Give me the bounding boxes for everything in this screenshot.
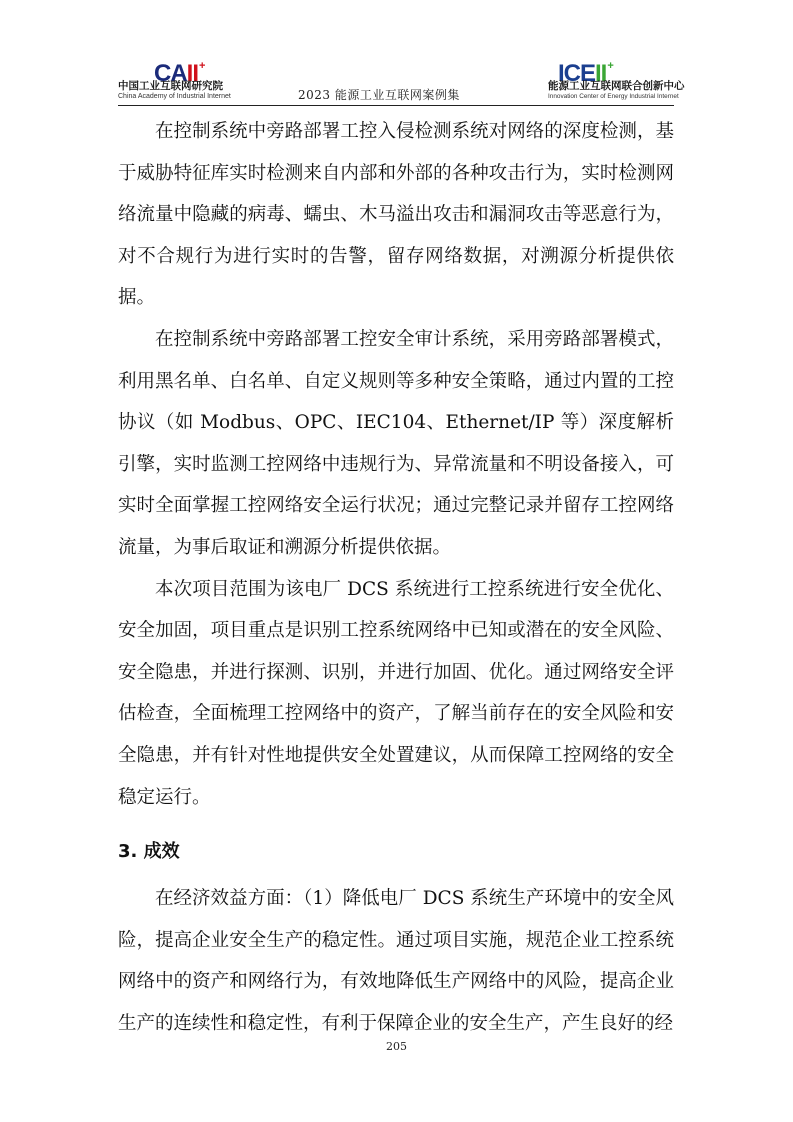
paragraph-project-scope: 本次项目范围为该电厂 DCS 系统进行工控系统进行安全优化、安全加固，项目重点是识别工控系统网络中已知或潜在的安全风险、安全隐患，并进行探测、识别，并进行加固、优化。通过网络安全评估检查，全面梳理工控网络中的资产，了解当前存在的安全风险和安全隐患，并有针对性地提供安全处置建议，从而保障工控网络的安全稳定运行。 [118,578,674,808]
iceii-logo-mark: ICEII+ [558,60,613,87]
book-title: 2023 能源工业互联网案例集 [298,88,460,102]
iceii-name-cn: 能源工业互联网联合创新中心 [548,80,685,92]
iceii-logo [532,52,685,104]
caii-logo-mark: CAII+ [154,60,205,87]
page-number: 205 [386,1040,407,1053]
section-heading-results: 3. 成效 [118,841,180,863]
paragraph-intrusion-detection: 在控制系统中旁路部署工控入侵检测系统对网络的深度检测，基于威胁特征库实时检测来自内部和外部的各种攻击行为，实时检测网络流量中隐藏的病毒、蠕虫、木马溢出攻击和漏洞攻击等恶意行为，对不合规行为进行实时的告警，留存网络数据，对溯源分析提供依据。 [118,121,674,309]
caii-name-cn: 中国工业互联网研究院 [118,80,223,92]
paragraph-security-audit: 在控制系统中旁路部署工控安全审计系统，采用旁路部署模式，利用黑名单、白名单、自定义规则等多种安全策略，通过内置的工控协议（如 Modbus、OPC、IEC104、Ethernet/IP 等）深度解析引擎，实时监测工控网络中违规行为、异常流量和不明设备接入，可实时全面掌握工控网络安全运行状况；通过完整记录并留存工控网络流量，为事后取证和溯源分析提供依据。 [118,328,674,558]
paragraph-economic-benefits: 在经济效益方面：（1）降低电厂 DCS 系统生产环境中的安全风险，提高企业安全生产的稳定性。通过项目实施，规范企业工控系统网络中的资产和网络行为，有效地降低生产网络中的风险，提高企业生产的连续性和稳定性，有利于保障企业的安全生产，产生良好的经 [118,888,674,1034]
page-body [118,111,674,1044]
caii-name-en: China Academy of Industrial Internet [118,93,231,100]
iceii-name-en: Innovation Center of Energy Industrial Internet [548,93,679,100]
page-header [118,52,685,104]
caii-logo [118,52,258,104]
header-divider [118,105,674,106]
